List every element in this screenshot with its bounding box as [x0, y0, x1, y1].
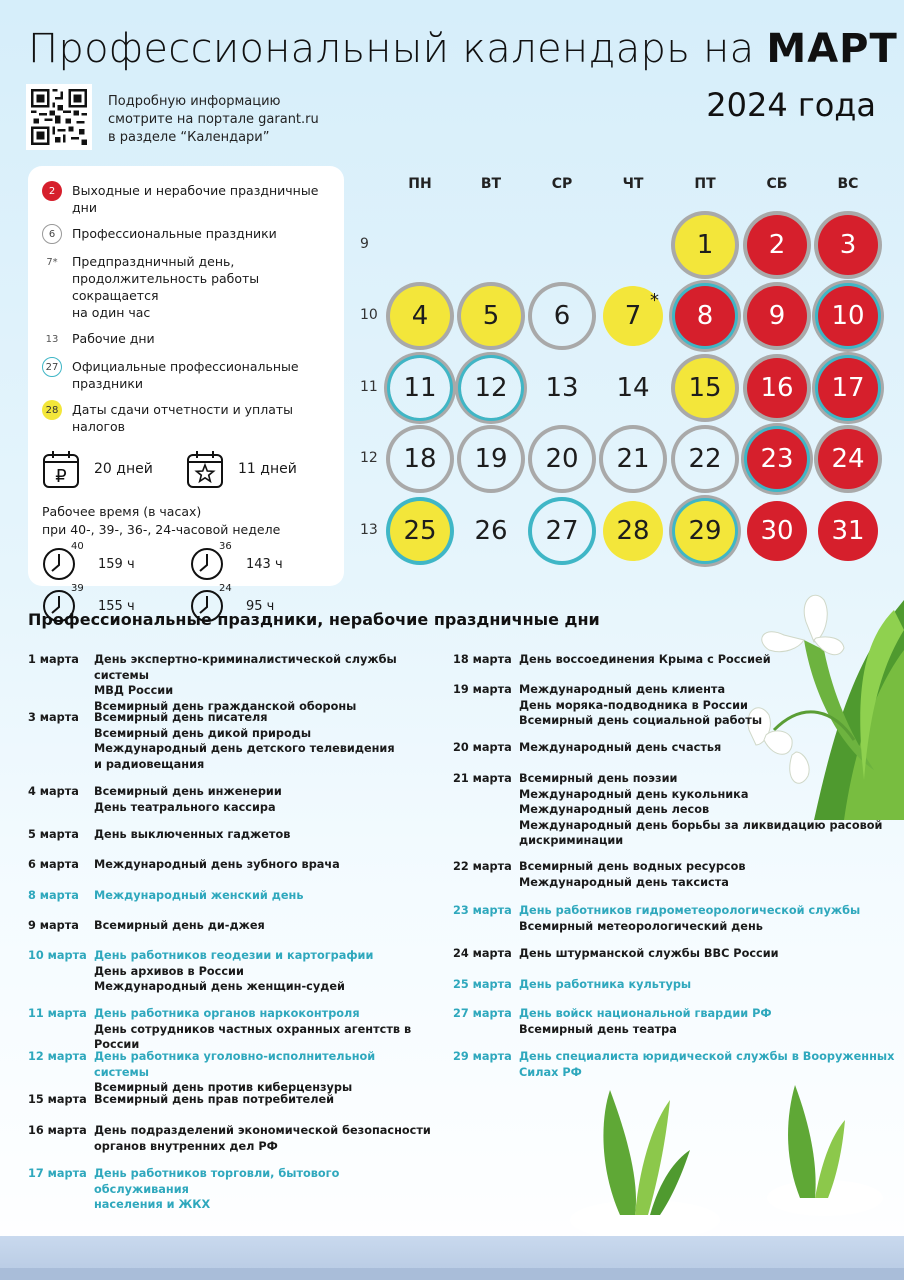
holiday-entry	[28, 857, 434, 873]
day-number: 27	[545, 516, 579, 546]
legend-mark: 2	[42, 181, 62, 201]
holiday-name: Всемирный метеорологический день	[519, 919, 763, 933]
holiday-names	[94, 710, 434, 772]
legend-label-line: Официальные профессиональные	[72, 359, 299, 374]
holiday-name: Всемирный день прав потребителей	[94, 1093, 335, 1106]
legend-label	[72, 401, 330, 435]
holiday-name: День работников торговли, бытового обслуживания	[94, 1167, 340, 1196]
holiday-name: Международный день кукольника	[519, 787, 749, 801]
holiday-entry	[28, 652, 434, 714]
holiday-name: Всемирный день дикой природы	[94, 726, 312, 740]
day-number: 12	[474, 373, 508, 403]
holiday-names	[94, 784, 434, 815]
svg-text:₽: ₽	[55, 466, 67, 487]
day-number: 22	[688, 444, 722, 474]
day-number: 23	[760, 444, 794, 474]
holiday-names	[94, 888, 434, 904]
holiday-entry	[453, 903, 899, 934]
holiday-names	[519, 859, 899, 890]
holiday-entry	[28, 1006, 434, 1053]
week-number: 12	[360, 450, 378, 466]
legend-label-line: продолжительность работы сокращается	[72, 271, 260, 303]
holiday-entry	[453, 946, 899, 962]
holiday-date: 16 марта	[28, 1124, 87, 1137]
week-number: 10	[360, 307, 378, 323]
holiday-entry	[453, 771, 899, 849]
holiday-name: Международный день лесов	[519, 803, 710, 816]
holiday-name: Всемирный день театра	[519, 1022, 677, 1036]
holidays-title: Профессиональные праздники, нерабочие праздничные дни	[28, 610, 600, 629]
holiday-date: 6 марта	[28, 858, 79, 871]
holiday-names	[94, 1092, 434, 1108]
legend-label-line: Рабочие дни	[72, 331, 155, 346]
holiday-date: 12 марта	[28, 1050, 87, 1063]
day-number: 28	[616, 516, 650, 546]
holiday-name: День работников гидрометеорологической службы	[519, 904, 861, 917]
clock-icon	[190, 541, 232, 581]
holiday-names	[519, 903, 899, 934]
holiday-entry	[28, 888, 434, 904]
holiday-name: Международный день детского телевидения	[94, 742, 395, 755]
holiday-date: 9 марта	[28, 919, 79, 932]
holiday-entry	[453, 682, 899, 729]
calendar-day[interactable]	[747, 501, 807, 561]
holiday-date: 18 марта	[453, 653, 512, 666]
day-number: 13	[545, 373, 579, 403]
legend-item	[42, 253, 330, 321]
legend-label	[72, 330, 155, 347]
legend-item	[42, 358, 330, 392]
legend-label-line: Профессиональные праздники	[72, 226, 277, 241]
holiday-names	[519, 652, 899, 668]
calendar-day[interactable]	[818, 429, 878, 489]
holiday-name: Всемирный день ди-джея	[94, 919, 265, 932]
calendar-day[interactable]	[675, 215, 735, 275]
holiday-date: 1 марта	[28, 653, 79, 666]
legend-mark: 27	[42, 357, 62, 377]
day-number: 20	[545, 444, 579, 474]
page-title	[28, 26, 898, 72]
holiday-names	[519, 946, 899, 962]
holiday-name: Международный день зубного врача	[94, 858, 340, 871]
holiday-entry	[28, 1166, 434, 1213]
off-days-count	[186, 449, 330, 489]
hours-value: 95 ч	[246, 598, 275, 614]
calendar-day[interactable]	[461, 429, 521, 489]
holiday-names	[94, 918, 434, 934]
calendar-day[interactable]	[603, 429, 663, 489]
calendar-day[interactable]	[603, 286, 663, 346]
holiday-date: 8 марта	[28, 889, 79, 902]
calendar-day[interactable]	[390, 429, 450, 489]
legend-label-line: Предпраздничный день,	[72, 254, 235, 269]
holiday-date: 20 марта	[453, 741, 512, 754]
hours-item	[190, 541, 338, 583]
info-line: смотрите на портале garant.ru	[108, 112, 319, 127]
holiday-name: День экспертно-криминалистической службы системы	[94, 653, 397, 682]
holiday-names	[519, 771, 899, 849]
holiday-names	[519, 682, 899, 729]
ruble-calendar-icon	[42, 449, 80, 489]
holiday-name: День специалиста юридической службы в Вооруженных	[519, 1050, 895, 1063]
day-number: 10	[831, 301, 865, 331]
hours-title	[42, 503, 330, 539]
holiday-names	[519, 1006, 899, 1037]
holiday-names	[94, 1049, 434, 1096]
legend-label	[72, 225, 277, 242]
holiday-name: День архивов в России	[94, 964, 244, 978]
day-number: 17	[831, 373, 865, 403]
holiday-name: Всемирный день гражданской обороны	[94, 699, 357, 713]
holiday-name: День работника органов наркоконтроля	[94, 1007, 360, 1020]
day-number: 30	[760, 516, 794, 546]
holiday-names	[94, 1123, 434, 1154]
calendar-day[interactable]	[747, 429, 807, 489]
calendar-day[interactable]	[747, 215, 807, 275]
holiday-name: Международный день счастья	[519, 741, 722, 754]
sprouts-illustration	[560, 1080, 890, 1240]
holiday-date: 27 марта	[453, 1007, 512, 1020]
holiday-name: Международный день женщин-судей	[94, 980, 345, 993]
holiday-date: 4 марта	[28, 785, 79, 798]
legend-label	[72, 182, 330, 216]
legend-mark: 28	[42, 400, 62, 420]
calendar-day[interactable]	[461, 358, 521, 418]
holiday-names	[94, 857, 434, 873]
holiday-name: Международный день таксиста	[519, 875, 729, 889]
calendar-day[interactable]	[461, 286, 521, 346]
holiday-entry	[28, 1123, 434, 1154]
holiday-name: День подразделений экономической безопасности	[94, 1124, 431, 1137]
off-days-value: 11 дней	[238, 461, 297, 477]
weekday-header: ПН	[408, 176, 432, 192]
day-number: 11	[403, 373, 437, 403]
holiday-entry	[28, 1049, 434, 1096]
day-number: 8	[696, 301, 714, 331]
ground-strip-bottom	[0, 1268, 904, 1280]
hours-value: 143 ч	[246, 556, 283, 572]
holiday-name: День театрального кассира	[94, 800, 276, 814]
weekday-header: ПТ	[694, 176, 716, 192]
weekday-header: ЧТ	[622, 176, 644, 192]
star-calendar-icon	[186, 449, 224, 489]
holiday-name: Международный день борьбы за ликвидацию расовой	[519, 818, 883, 832]
weekday-header: ВС	[837, 176, 859, 192]
day-number: 3	[839, 230, 857, 260]
hours-item	[42, 541, 190, 583]
legend-item	[42, 225, 330, 244]
legend-label-line: праздники	[72, 376, 144, 391]
hours-title-line: при 40-, 39-, 36-, 24-часовой неделе	[42, 522, 281, 537]
calendar-day[interactable]	[675, 501, 735, 561]
legend-list	[42, 182, 330, 435]
day-counts	[42, 449, 330, 489]
holiday-entry	[28, 710, 434, 772]
year-label: 2024 года	[706, 86, 876, 124]
hours-title-line: Рабочее время (в часах)	[42, 504, 202, 519]
holiday-name: День моряка-подводника в России	[519, 698, 748, 712]
holiday-entry	[28, 948, 434, 995]
legend-item	[42, 330, 330, 349]
calendar-day[interactable]	[461, 501, 521, 561]
legend-panel	[28, 166, 344, 614]
holiday-name: Всемирный день против киберцензуры	[94, 1081, 353, 1094]
calendar-day[interactable]	[532, 358, 592, 418]
week-hours-label: 39	[71, 583, 84, 594]
holiday-name: населения и ЖКХ	[94, 1198, 211, 1211]
holiday-name: День работника уголовно-исполнительной системы	[94, 1050, 376, 1079]
holiday-date: 17 марта	[28, 1167, 87, 1180]
legend-item	[42, 401, 330, 435]
legend-item	[42, 182, 330, 216]
holiday-name: Всемирный день поэзии	[519, 772, 678, 785]
holiday-name: Всемирный день писателя	[94, 711, 268, 724]
title-text: Профессиональный календарь на	[28, 26, 755, 72]
calendar-day[interactable]	[818, 501, 878, 561]
work-days-count	[42, 449, 186, 489]
week-number: 13	[360, 522, 378, 538]
holiday-date: 23 марта	[453, 904, 512, 917]
legend-label-line: Выходные и нерабочие праздничные дни	[72, 183, 319, 215]
calendar-day[interactable]	[747, 358, 807, 418]
holiday-date: 19 марта	[453, 683, 512, 696]
day-number: 6	[553, 301, 571, 331]
holiday-name: Всемирный день инженерии	[94, 785, 282, 798]
holiday-entry	[453, 977, 899, 993]
day-number: 4	[411, 301, 429, 331]
holiday-names	[519, 740, 899, 756]
calendar-day[interactable]	[532, 286, 592, 346]
holiday-name: День воссоединения Крыма с Россией	[519, 653, 771, 666]
preholiday-asterisk: *	[650, 290, 659, 311]
day-number: 19	[474, 444, 508, 474]
week-number: 11	[360, 379, 378, 395]
legend-mark: 6	[42, 224, 62, 244]
holiday-name: и радиовещания	[94, 757, 205, 771]
holiday-entry	[453, 740, 899, 756]
hours-value: 159 ч	[98, 556, 135, 572]
holiday-entry	[453, 1049, 899, 1080]
day-number: 16	[760, 373, 794, 403]
week-hours-label: 36	[219, 541, 232, 552]
weekday-header: ВТ	[480, 176, 502, 192]
calendar-day[interactable]	[675, 358, 735, 418]
holiday-date: 25 марта	[453, 978, 512, 991]
holiday-names	[94, 1006, 434, 1053]
legend-label-line: на один час	[72, 305, 151, 320]
calendar-day[interactable]	[603, 501, 663, 561]
holiday-date: 3 марта	[28, 711, 79, 724]
calendar-day[interactable]	[532, 501, 592, 561]
holiday-date: 10 марта	[28, 949, 87, 962]
holiday-names	[94, 827, 434, 843]
day-number: 26	[474, 516, 508, 546]
holiday-entry	[28, 784, 434, 815]
legend-label-line: Даты сдачи отчетности и уплаты налогов	[72, 402, 294, 434]
day-number: 1	[696, 230, 714, 260]
holiday-name: День выключенных гаджетов	[94, 828, 291, 841]
holiday-name: День штурманской службы ВВС России	[519, 947, 779, 960]
calendar-day[interactable]	[675, 286, 735, 346]
holiday-date: 21 марта	[453, 772, 512, 785]
holiday-date: 22 марта	[453, 860, 512, 873]
holiday-entry	[453, 859, 899, 890]
holiday-date: 29 марта	[453, 1050, 512, 1063]
day-number: 25	[403, 516, 437, 546]
clock-icon	[42, 541, 84, 581]
calendar-day[interactable]	[818, 358, 878, 418]
week-hours-label: 40	[71, 541, 84, 552]
month-name: МАРТ	[766, 26, 898, 72]
holiday-name: День работника культуры	[519, 978, 692, 991]
info-line: в разделе “Календари”	[108, 130, 270, 145]
day-number: 21	[616, 444, 650, 474]
day-number: 14	[616, 373, 650, 403]
holiday-name: Силах РФ	[519, 1065, 582, 1079]
info-text	[108, 93, 319, 147]
holiday-name: День сотрудников частных охранных агентств в России	[94, 1022, 412, 1051]
holiday-name: органов внутренних дел РФ	[94, 1139, 278, 1153]
calendar-day[interactable]	[747, 286, 807, 346]
holiday-name: День работников геодезии и картографии	[94, 949, 374, 962]
legend-label	[72, 358, 299, 392]
hours-value: 155 ч	[98, 598, 135, 614]
holiday-name: Международный день клиента	[519, 683, 726, 696]
holiday-name: Всемирный день социальной работы	[519, 714, 763, 727]
holiday-name: дискриминации	[519, 834, 624, 847]
info-line: Подробную информацию	[108, 94, 281, 109]
calendar-day[interactable]	[603, 358, 663, 418]
holiday-date: 24 марта	[453, 947, 512, 960]
work-days-value: 20 дней	[94, 461, 153, 477]
holiday-name: МВД России	[94, 684, 174, 697]
day-number: 7	[624, 301, 642, 331]
holiday-date: 11 марта	[28, 1007, 87, 1020]
calendar-day[interactable]	[390, 501, 450, 561]
day-number: 24	[831, 444, 865, 474]
holiday-entry	[28, 1092, 434, 1108]
weekday-header: СР	[551, 176, 573, 192]
day-number: 15	[688, 373, 722, 403]
legend-mark: 13	[45, 333, 59, 345]
legend-label	[72, 253, 330, 321]
day-number: 31	[831, 516, 865, 546]
week-hours-label: 24	[219, 583, 232, 594]
holiday-names	[94, 948, 434, 995]
holiday-name: Всемирный день водных ресурсов	[519, 860, 746, 873]
holiday-names	[519, 977, 899, 993]
holiday-date: 5 марта	[28, 828, 79, 841]
holiday-entry	[453, 652, 899, 668]
holiday-name: Международный женский день	[94, 889, 304, 902]
holiday-entry	[28, 918, 434, 934]
day-number: 18	[403, 444, 437, 474]
day-number: 2	[768, 230, 786, 260]
calendar-day[interactable]	[818, 215, 878, 275]
holiday-names	[94, 1166, 434, 1213]
holiday-date: 15 марта	[28, 1093, 87, 1106]
qr-code[interactable]	[26, 84, 92, 150]
day-number: 5	[482, 301, 500, 331]
calendar-day[interactable]	[390, 286, 450, 346]
calendar-day[interactable]	[675, 429, 735, 489]
holiday-names	[519, 1049, 899, 1080]
day-number: 29	[688, 516, 722, 546]
legend-mark: 7*	[46, 256, 58, 268]
holiday-name: День войск национальной гвардии РФ	[519, 1007, 772, 1020]
holiday-entry	[453, 1006, 899, 1037]
weekday-header: СБ	[766, 176, 788, 192]
calendar-day[interactable]	[390, 358, 450, 418]
calendar-day[interactable]	[532, 429, 592, 489]
holiday-entry	[28, 827, 434, 843]
holiday-names	[94, 652, 434, 714]
calendar-day[interactable]	[818, 286, 878, 346]
week-number: 9	[360, 236, 369, 252]
day-number: 9	[768, 301, 786, 331]
